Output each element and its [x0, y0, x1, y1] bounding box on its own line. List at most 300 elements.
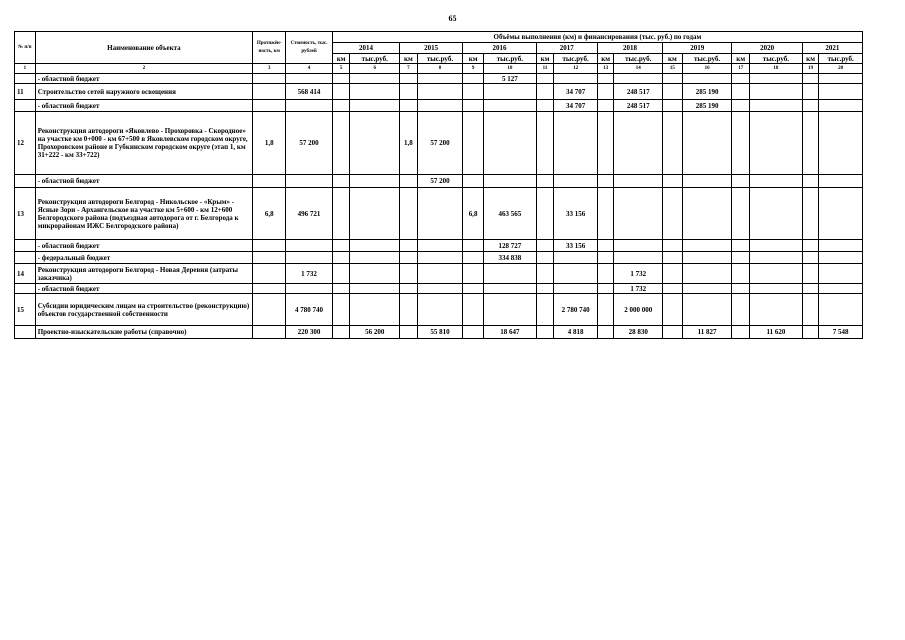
row-value — [332, 188, 350, 240]
column-index: 16 — [682, 64, 732, 74]
row-value — [417, 240, 463, 252]
row-value — [417, 284, 463, 294]
row-value — [597, 284, 614, 294]
row-value — [732, 326, 750, 339]
row-value — [732, 188, 750, 240]
row-value — [332, 100, 350, 112]
row-name: - областной бюджет — [35, 240, 252, 252]
row-number — [15, 100, 36, 112]
row-value — [483, 294, 536, 326]
year-header: 2014 — [332, 43, 399, 54]
year-header: 2017 — [536, 43, 597, 54]
row-value — [750, 284, 803, 294]
row-number — [15, 326, 36, 339]
row-value — [554, 112, 597, 175]
row-value — [483, 84, 536, 100]
row-length — [253, 326, 286, 339]
row-value — [663, 100, 683, 112]
column-index: 13 — [597, 64, 614, 74]
row-value — [614, 112, 663, 175]
row-value: 248 517 — [614, 100, 663, 112]
row-cost: 220 300 — [286, 326, 333, 339]
row-value — [750, 74, 803, 84]
row-value — [663, 112, 683, 175]
row-value — [732, 74, 750, 84]
row-number — [15, 74, 36, 84]
row-cost — [286, 240, 333, 252]
row-length — [253, 294, 286, 326]
row-value — [554, 175, 597, 188]
row-value — [614, 175, 663, 188]
row-value — [536, 175, 554, 188]
row-value — [463, 252, 484, 264]
row-number — [15, 240, 36, 252]
row-value — [400, 188, 418, 240]
row-value — [802, 326, 819, 339]
column-index: 6 — [350, 64, 400, 74]
row-value — [483, 100, 536, 112]
row-value: 33 156 — [554, 240, 597, 252]
row-value — [682, 252, 732, 264]
row-name: - областной бюджет — [35, 284, 252, 294]
row-value: 248 517 — [614, 84, 663, 100]
row-value — [463, 264, 484, 284]
row-value — [663, 264, 683, 284]
row-number: 14 — [15, 264, 36, 284]
row-value: 11 620 — [750, 326, 803, 339]
column-index: 3 — [253, 64, 286, 74]
unit-km-header: км — [732, 54, 750, 64]
row-value: 2 780 740 — [554, 294, 597, 326]
row-value: 57 200 — [417, 112, 463, 175]
row-value — [682, 112, 732, 175]
row-length — [253, 100, 286, 112]
unit-rub-header: тыс.руб. — [350, 54, 400, 64]
row-value — [597, 84, 614, 100]
row-number: 11 — [15, 84, 36, 100]
row-value — [682, 294, 732, 326]
row-cost: 568 414 — [286, 84, 333, 100]
row-value — [732, 112, 750, 175]
table-row — [15, 284, 863, 294]
unit-rub-header: тыс.руб. — [750, 54, 803, 64]
column-index: 10 — [483, 64, 536, 74]
year-header: 2021 — [802, 43, 862, 54]
header-name: Наименование объекта — [35, 32, 252, 64]
row-cost — [286, 100, 333, 112]
row-value — [802, 74, 819, 84]
row-value — [350, 112, 400, 175]
row-value — [400, 252, 418, 264]
row-value — [682, 74, 732, 84]
row-value — [400, 240, 418, 252]
table-row — [15, 100, 863, 112]
row-length: 6,8 — [253, 188, 286, 240]
row-value — [554, 284, 597, 294]
column-index: 17 — [732, 64, 750, 74]
row-value — [802, 84, 819, 100]
row-value — [400, 264, 418, 284]
row-value: 1,8 — [400, 112, 418, 175]
row-value — [802, 264, 819, 284]
row-value — [332, 112, 350, 175]
row-value — [350, 294, 400, 326]
row-value — [597, 294, 614, 326]
row-value — [750, 188, 803, 240]
header-cost: Стоимость, тыс. рублей — [286, 32, 333, 64]
row-value — [682, 188, 732, 240]
row-value — [350, 264, 400, 284]
row-value — [483, 175, 536, 188]
row-value — [400, 74, 418, 84]
row-value — [597, 326, 614, 339]
row-value — [614, 188, 663, 240]
unit-rub-header: тыс.руб. — [417, 54, 463, 64]
column-index: 11 — [536, 64, 554, 74]
row-value: 4 818 — [554, 326, 597, 339]
row-value — [350, 240, 400, 252]
row-value — [332, 284, 350, 294]
row-value — [819, 112, 863, 175]
row-value — [400, 84, 418, 100]
row-value: 55 810 — [417, 326, 463, 339]
row-value: 285 190 — [682, 100, 732, 112]
row-value — [802, 112, 819, 175]
row-value — [332, 252, 350, 264]
row-name: Реконструкция автодороги Белгород - Новая Деревня (затраты заказчика) — [35, 264, 252, 284]
row-name: - областной бюджет — [35, 100, 252, 112]
table-row — [15, 294, 863, 326]
row-value — [597, 112, 614, 175]
unit-rub-header: тыс.руб. — [554, 54, 597, 64]
row-value — [819, 240, 863, 252]
row-value — [536, 264, 554, 284]
row-value — [332, 74, 350, 84]
row-value — [536, 326, 554, 339]
unit-km-header: км — [536, 54, 554, 64]
row-value — [750, 294, 803, 326]
row-value — [417, 252, 463, 264]
row-value — [663, 326, 683, 339]
row-value — [400, 284, 418, 294]
row-value — [819, 284, 863, 294]
row-value — [750, 264, 803, 284]
column-index: 5 — [332, 64, 350, 74]
row-value — [682, 264, 732, 284]
column-index: 9 — [463, 64, 484, 74]
row-value: 34 707 — [554, 100, 597, 112]
row-value — [597, 240, 614, 252]
row-value — [463, 294, 484, 326]
row-value — [463, 100, 484, 112]
row-value — [663, 74, 683, 84]
row-value — [802, 100, 819, 112]
unit-rub-header: тыс.руб. — [614, 54, 663, 64]
row-value — [536, 74, 554, 84]
row-value — [750, 252, 803, 264]
row-value — [819, 252, 863, 264]
row-cost: 57 200 — [286, 112, 333, 175]
unit-km-header: км — [663, 54, 683, 64]
row-number: 13 — [15, 188, 36, 240]
row-value — [663, 294, 683, 326]
row-value — [417, 84, 463, 100]
row-value — [463, 112, 484, 175]
row-value — [597, 188, 614, 240]
unit-km-header: км — [463, 54, 484, 64]
row-value — [682, 284, 732, 294]
row-value — [750, 175, 803, 188]
table-row — [15, 112, 863, 175]
row-value — [332, 84, 350, 100]
row-value — [802, 175, 819, 188]
row-number — [15, 175, 36, 188]
row-value: 6,8 — [463, 188, 484, 240]
row-value — [614, 240, 663, 252]
row-value — [483, 112, 536, 175]
row-cost — [286, 175, 333, 188]
table-row — [15, 240, 863, 252]
row-value: 285 190 — [682, 84, 732, 100]
row-value — [417, 264, 463, 284]
header-volumes: Объёмы выполнения (км) и финансирования (тыс. руб.) по годам — [332, 32, 862, 43]
table-row — [15, 84, 863, 100]
year-header: 2018 — [597, 43, 662, 54]
row-number — [15, 284, 36, 294]
column-index: 2 — [35, 64, 252, 74]
year-header: 2019 — [663, 43, 732, 54]
row-value — [400, 326, 418, 339]
unit-km-header: км — [597, 54, 614, 64]
row-name: - областной бюджет — [35, 175, 252, 188]
row-cost — [286, 74, 333, 84]
row-value — [350, 84, 400, 100]
row-value — [536, 100, 554, 112]
row-value — [463, 84, 484, 100]
column-index-row — [15, 64, 863, 74]
row-value — [732, 175, 750, 188]
row-value: 2 000 000 — [614, 294, 663, 326]
row-value — [663, 188, 683, 240]
row-value — [750, 84, 803, 100]
row-value — [463, 284, 484, 294]
row-name: - федеральный бюджет — [35, 252, 252, 264]
row-value — [732, 100, 750, 112]
row-value — [819, 100, 863, 112]
row-value — [802, 284, 819, 294]
row-length — [253, 175, 286, 188]
column-index: 18 — [750, 64, 803, 74]
row-value — [400, 100, 418, 112]
row-value — [554, 74, 597, 84]
unit-km-header: км — [802, 54, 819, 64]
row-value: 34 707 — [554, 84, 597, 100]
row-length — [253, 84, 286, 100]
row-value — [483, 264, 536, 284]
row-value — [332, 240, 350, 252]
row-value — [554, 252, 597, 264]
row-value — [597, 175, 614, 188]
row-value — [597, 264, 614, 284]
table-row — [15, 326, 863, 339]
row-value — [750, 240, 803, 252]
row-value — [417, 188, 463, 240]
row-value — [802, 240, 819, 252]
row-value — [463, 326, 484, 339]
table-row — [15, 175, 863, 188]
row-value — [732, 284, 750, 294]
row-value — [350, 100, 400, 112]
unit-rub-header: тыс.руб. — [483, 54, 536, 64]
row-name: - областной бюджет — [35, 74, 252, 84]
row-value — [400, 294, 418, 326]
row-value — [536, 112, 554, 175]
row-value — [819, 84, 863, 100]
row-value: 57 200 — [417, 175, 463, 188]
row-name: Реконструкция автодороги Белгород - Никольское - «Крым» - Ясные Зори - Архангельское на участке км 5+600 - км 12+600 Белгородского района (подъездная автодорога от г. Белгорода к микрорайонам ИЖС Белгородского района) — [35, 188, 252, 240]
row-value — [483, 284, 536, 294]
table-row — [15, 188, 863, 240]
row-value — [802, 188, 819, 240]
row-cost: 4 780 740 — [286, 294, 333, 326]
column-index: 8 — [417, 64, 463, 74]
row-name: Субсидии юридическим лицам на строительство (реконструкцию) объектов государственной собственности — [35, 294, 252, 326]
row-value — [750, 100, 803, 112]
row-cost — [286, 252, 333, 264]
row-value — [597, 100, 614, 112]
column-index: 14 — [614, 64, 663, 74]
row-value — [332, 294, 350, 326]
row-value — [350, 252, 400, 264]
row-value — [350, 284, 400, 294]
row-value — [536, 84, 554, 100]
row-value — [663, 84, 683, 100]
row-value — [536, 294, 554, 326]
row-value — [536, 188, 554, 240]
unit-rub-header: тыс.руб. — [819, 54, 863, 64]
row-value — [819, 294, 863, 326]
row-value — [614, 74, 663, 84]
row-value — [732, 264, 750, 284]
row-value: 463 565 — [483, 188, 536, 240]
column-index: 12 — [554, 64, 597, 74]
table-row — [15, 264, 863, 284]
row-cost — [286, 284, 333, 294]
header-row-title — [15, 32, 863, 43]
header-no: № п/п — [15, 32, 36, 64]
row-number: 12 — [15, 112, 36, 175]
row-value: 5 127 — [483, 74, 536, 84]
row-value — [819, 175, 863, 188]
row-value: 7 548 — [819, 326, 863, 339]
row-cost: 496 721 — [286, 188, 333, 240]
row-length — [253, 264, 286, 284]
column-index: 7 — [400, 64, 418, 74]
row-value — [802, 294, 819, 326]
row-value — [614, 252, 663, 264]
row-value — [332, 264, 350, 284]
page-number: 65 — [448, 14, 457, 23]
unit-rub-header: тыс.руб. — [682, 54, 732, 64]
year-header: 2015 — [400, 43, 463, 54]
row-value — [802, 252, 819, 264]
row-value — [750, 112, 803, 175]
row-value: 33 156 — [554, 188, 597, 240]
row-value — [350, 74, 400, 84]
row-value — [819, 74, 863, 84]
row-value — [400, 175, 418, 188]
financing-table — [14, 31, 863, 339]
column-index: 1 — [15, 64, 36, 74]
row-value — [536, 284, 554, 294]
row-value — [463, 240, 484, 252]
year-header: 2016 — [463, 43, 537, 54]
row-value — [350, 175, 400, 188]
row-length — [253, 240, 286, 252]
row-value — [536, 252, 554, 264]
row-value: 18 647 — [483, 326, 536, 339]
row-value: 1 732 — [614, 284, 663, 294]
row-value — [554, 264, 597, 284]
row-value — [350, 188, 400, 240]
row-cost: 1 732 — [286, 264, 333, 284]
row-length: 1,8 — [253, 112, 286, 175]
row-value — [663, 284, 683, 294]
row-value — [417, 294, 463, 326]
header-length: Протяжён-ность, км — [253, 32, 286, 64]
row-value: 128 727 — [483, 240, 536, 252]
row-length — [253, 74, 286, 84]
column-index: 20 — [819, 64, 863, 74]
row-name: Проектно-изыскательские работы (справочно) — [35, 326, 252, 339]
row-value — [597, 74, 614, 84]
row-value — [732, 294, 750, 326]
row-value — [819, 188, 863, 240]
row-value — [332, 326, 350, 339]
unit-km-header: км — [332, 54, 350, 64]
row-value — [463, 175, 484, 188]
row-value — [663, 252, 683, 264]
row-value: 56 200 — [350, 326, 400, 339]
row-value — [682, 175, 732, 188]
row-value — [536, 240, 554, 252]
column-index: 19 — [802, 64, 819, 74]
table-row — [15, 74, 863, 84]
row-length — [253, 252, 286, 264]
row-value — [732, 252, 750, 264]
row-value: 28 830 — [614, 326, 663, 339]
row-value: 11 827 — [682, 326, 732, 339]
row-value — [463, 74, 484, 84]
row-length — [253, 284, 286, 294]
table-row — [15, 252, 863, 264]
row-value — [682, 240, 732, 252]
row-value — [732, 240, 750, 252]
column-index: 4 — [286, 64, 333, 74]
row-value — [597, 252, 614, 264]
row-name: Реконструкция автодороги «Яковлево - Прохоровка - Скородное» на участке км 0+000 - км 67+500 в Яковлевском городском округе, Прохоровском районе и Губкинском городском округе (этап 1, км 31+222 - км 33+722) — [35, 112, 252, 175]
row-number — [15, 252, 36, 264]
row-value — [663, 240, 683, 252]
row-value — [417, 74, 463, 84]
row-value — [332, 175, 350, 188]
row-value — [819, 264, 863, 284]
unit-km-header: км — [400, 54, 418, 64]
row-value — [417, 100, 463, 112]
row-name: Строительство сетей наружного освещения — [35, 84, 252, 100]
year-header: 2020 — [732, 43, 802, 54]
column-index: 15 — [663, 64, 683, 74]
